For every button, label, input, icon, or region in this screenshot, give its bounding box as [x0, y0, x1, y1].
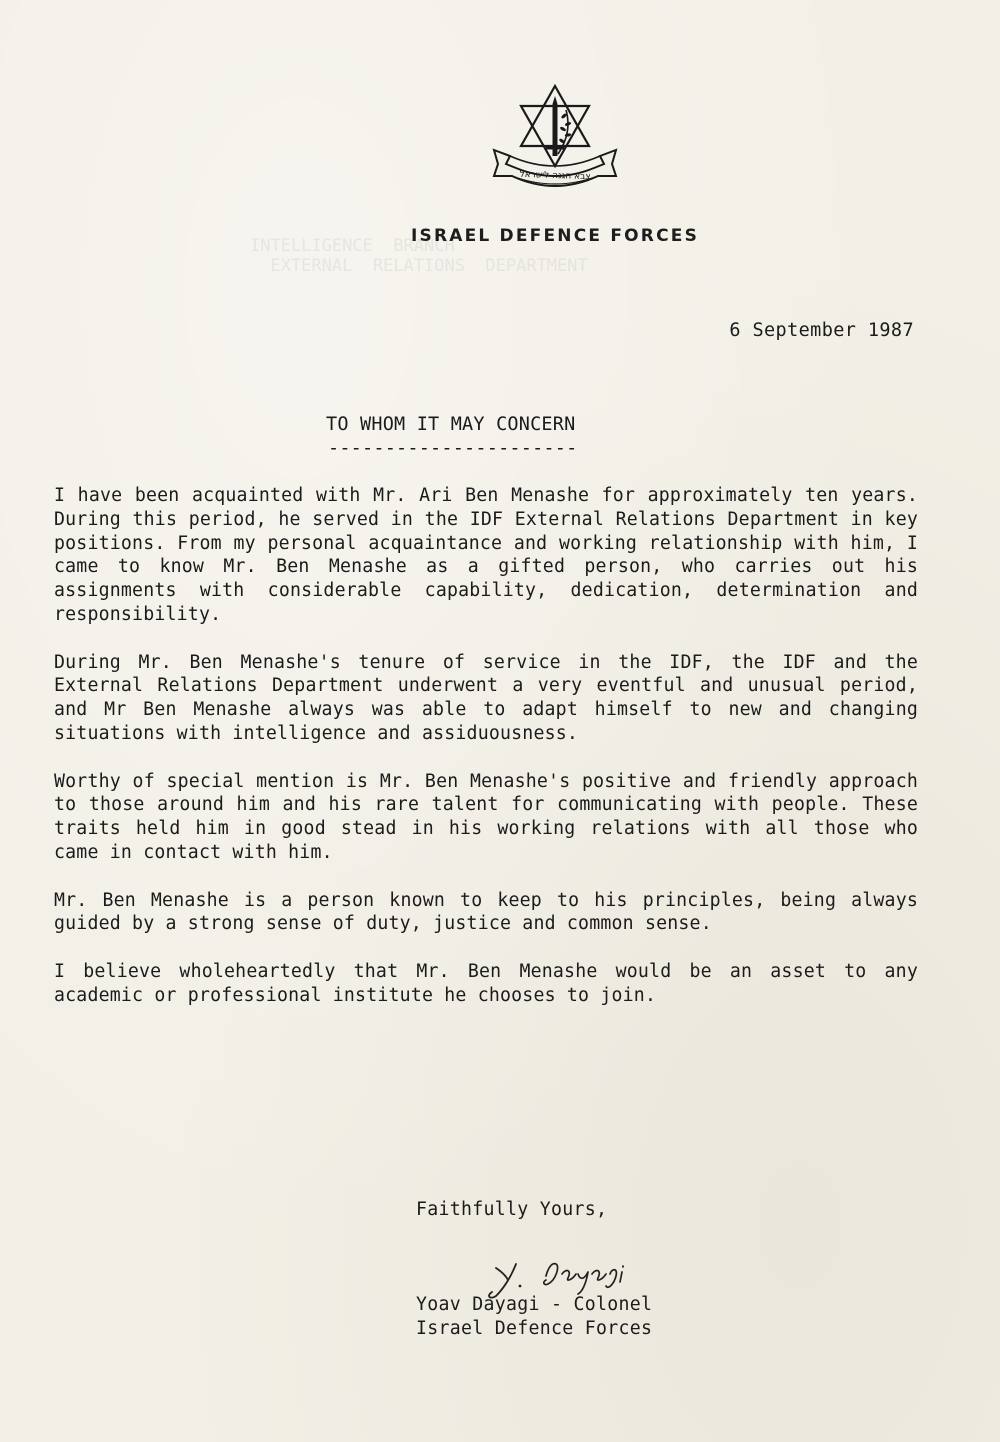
idf-emblem-icon — [488, 84, 622, 196]
paragraph-5: I believe wholeheartedly that Mr. Ben Menashe would be an asset to any academic or professional institute he chooses to join. — [54, 960, 918, 1006]
letter-date: 6 September 1987 — [729, 320, 914, 341]
letter-subject: TO WHOM IT MAY CONCERN — [326, 414, 576, 435]
closing-salutation: Faithfully Yours, — [416, 1199, 608, 1220]
paragraph-4: Mr. Ben Menashe is a person known to keep to his principles, being always guided by a strong sense of duty, justice and common sense. — [54, 889, 918, 935]
organization-header: ISRAEL DEFENCE FORCES — [410, 226, 700, 246]
subject-underline: ---------------------- — [328, 438, 578, 459]
signer-organization: Israel Defence Forces — [416, 1318, 653, 1339]
paragraph-1: I have been acquainted with Mr. Ari Ben Menashe for approximately ten years. During this period, he served in the IDF External Relations Department in key positions. From my personal acquaintance and working relationship with him, I came to know Mr. Ben Menashe as a gifted person, who carries out his assignments with considerable capability, dedication, determination and responsibility. — [54, 485, 918, 625]
signer-name: Yoav Dayagi - Colonel — [416, 1294, 653, 1315]
letter-body — [54, 484, 918, 1031]
handwritten-signature — [482, 1250, 682, 1300]
paragraph-3: Worthy of special mention is Mr. Ben Menashe's positive and friendly approach to those around him and his rare talent for communicating with people. These traits held him in good stead in his working relations with all those who came in contact with him. — [54, 770, 918, 863]
emblem-motto: צבא הגנה לישראל — [519, 169, 591, 183]
show-through-text: INTELLIGENCE BRANCH EXTERNAL RELATIONS DEPARTMENT — [250, 236, 588, 276]
paragraph-2: During Mr. Ben Menashe's tenure of service in the IDF, the IDF and the External Relations Department underwent a very eventful and unusual period, and Mr Ben Menashe always was able to adapt himself to new and changing situations with intelligence and assiduousness. — [54, 651, 918, 744]
